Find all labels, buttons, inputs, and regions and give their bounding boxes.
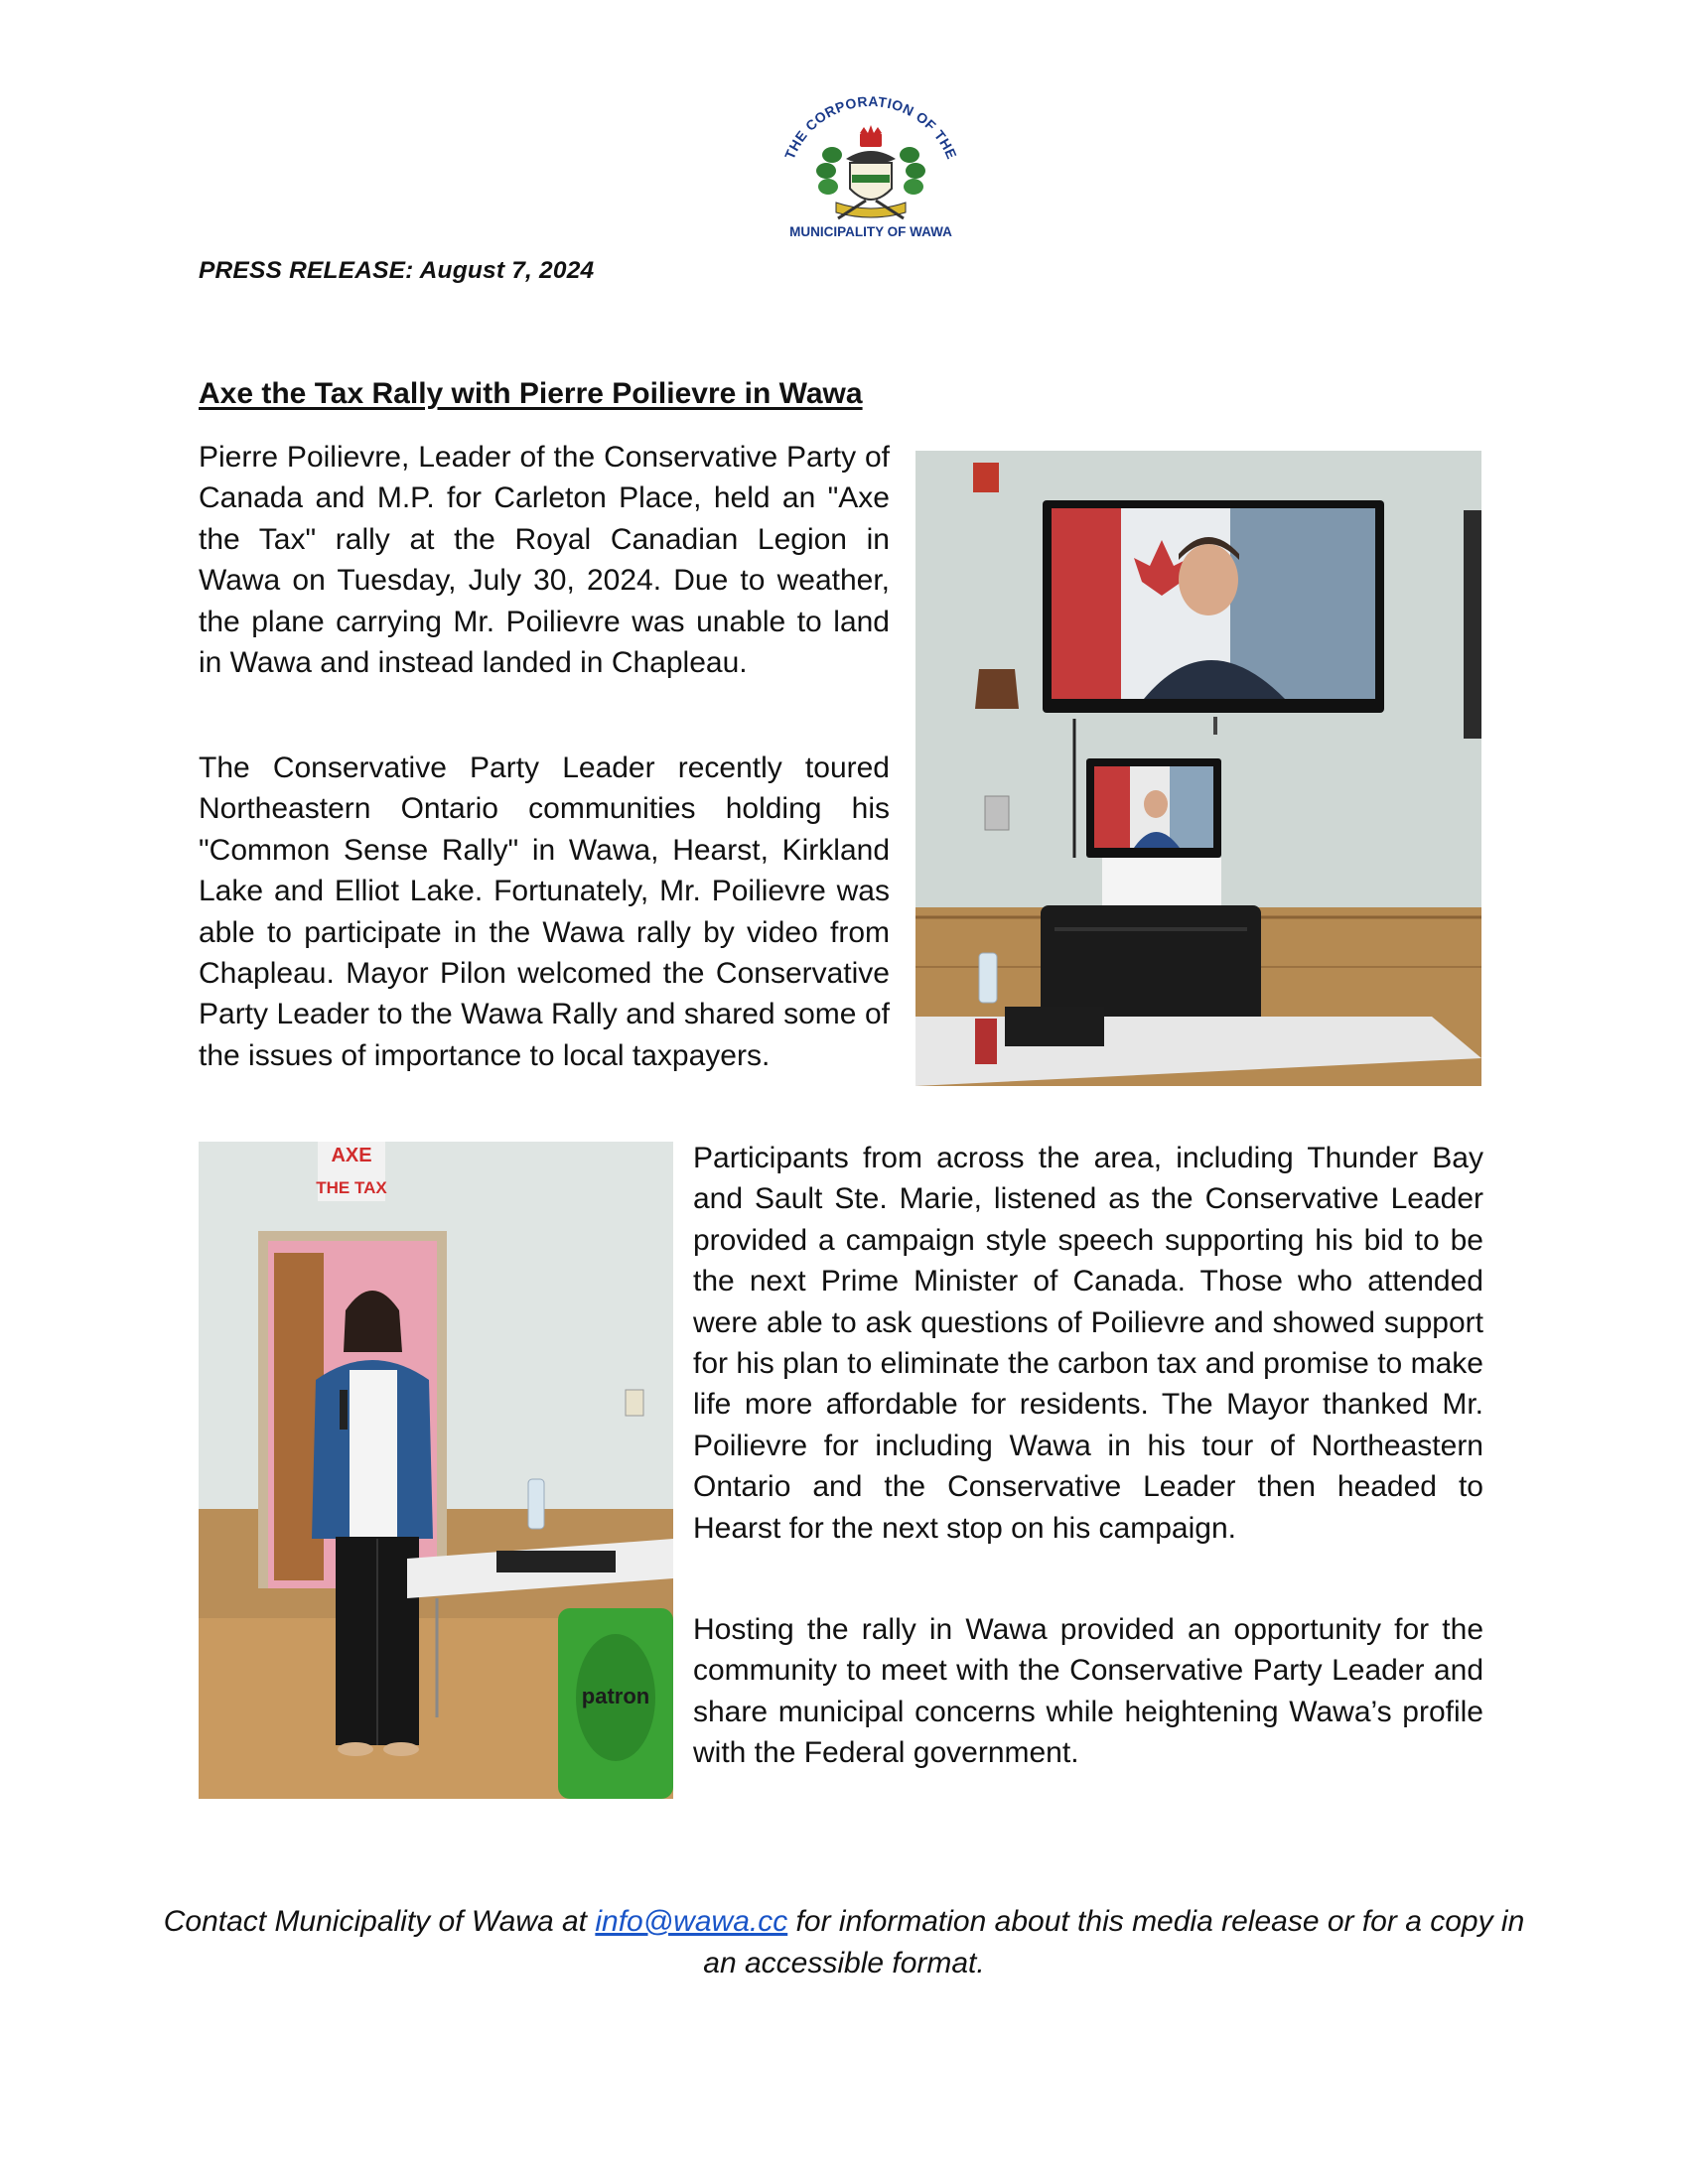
photo-video-rally bbox=[915, 451, 1481, 1086]
logo-bottom-text: MUNICIPALITY OF WAWA bbox=[789, 224, 952, 239]
contact-footer bbox=[149, 1901, 1539, 1984]
sign-text-the-tax: THE TAX bbox=[316, 1178, 387, 1197]
paragraph-4: Hosting the rally in Wawa provided an opportunity for the community to meet with the Conservative Party Leader and share municipal concerns while heightening Wawa’s profile with the Federal government. bbox=[693, 1613, 1483, 1770]
paragraph-3: Participants from across the area, including Thunder Bay and Sault Ste. Marie, listened as the Conservative Leader provided a campaign style speech supporting his bid to be the next Prime Minister of Canada. Those who attended were able to ask questions of Poilievre and showed support for his plan to eliminate the carbon tax and promise to make life more affordable for residents. The Mayor thanked Mr. Poilievre for including Wawa in his tour of Northeastern Ontario and the Conservative Leader then headed to Hearst for the next stop on his campaign. bbox=[693, 1142, 1483, 1545]
headline: Axe the Tax Rally with Pierre Poilievre in Wawa bbox=[199, 377, 863, 410]
sign-text-axe: AXE bbox=[331, 1145, 372, 1166]
logo-arc-text: THE CORPORATION OF THE bbox=[780, 92, 961, 162]
press-release-date: PRESS RELEASE: August 7, 2024 bbox=[199, 257, 595, 284]
footer-text-after: for information about this media release or for a copy in an accessible format. bbox=[703, 1905, 1525, 1979]
paragraph-1: Pierre Poilievre, Leader of the Conservative Party of Canada and M.P. for Carleton Place, held an "Axe the Tax" rally at the Royal Canadian Legion in Wawa on Tuesday, July 30, 2024. Due to weather, the plane carrying Mr. Poilievre was unable to land in Wawa and instead landed in Chapleau. bbox=[199, 441, 890, 680]
blower-brand-text: patron bbox=[581, 1684, 650, 1708]
paragraph-2: The Conservative Party Leader recently toured Northeastern Ontario communities holding his "Common Sense Rally" in Wawa, Hearst, Kirkland Lake and Elliot Lake. Fortunately, Mr. Poilievre was able to participate in the Wawa rally by video from Chapleau. Mayor Pilon welcomed the Conservative Party Leader to the Wawa Rally and shared some of the issues of importance to local taxpayers. bbox=[199, 751, 890, 1072]
municipal-crest-icon bbox=[816, 125, 925, 218]
footer-text-before: Contact Municipality of Wawa at bbox=[163, 1905, 596, 1938]
photo-mayor-speaking bbox=[199, 1142, 673, 1799]
municipality-logo bbox=[767, 91, 975, 242]
email-link[interactable]: info@wawa.cc bbox=[595, 1905, 788, 1938]
